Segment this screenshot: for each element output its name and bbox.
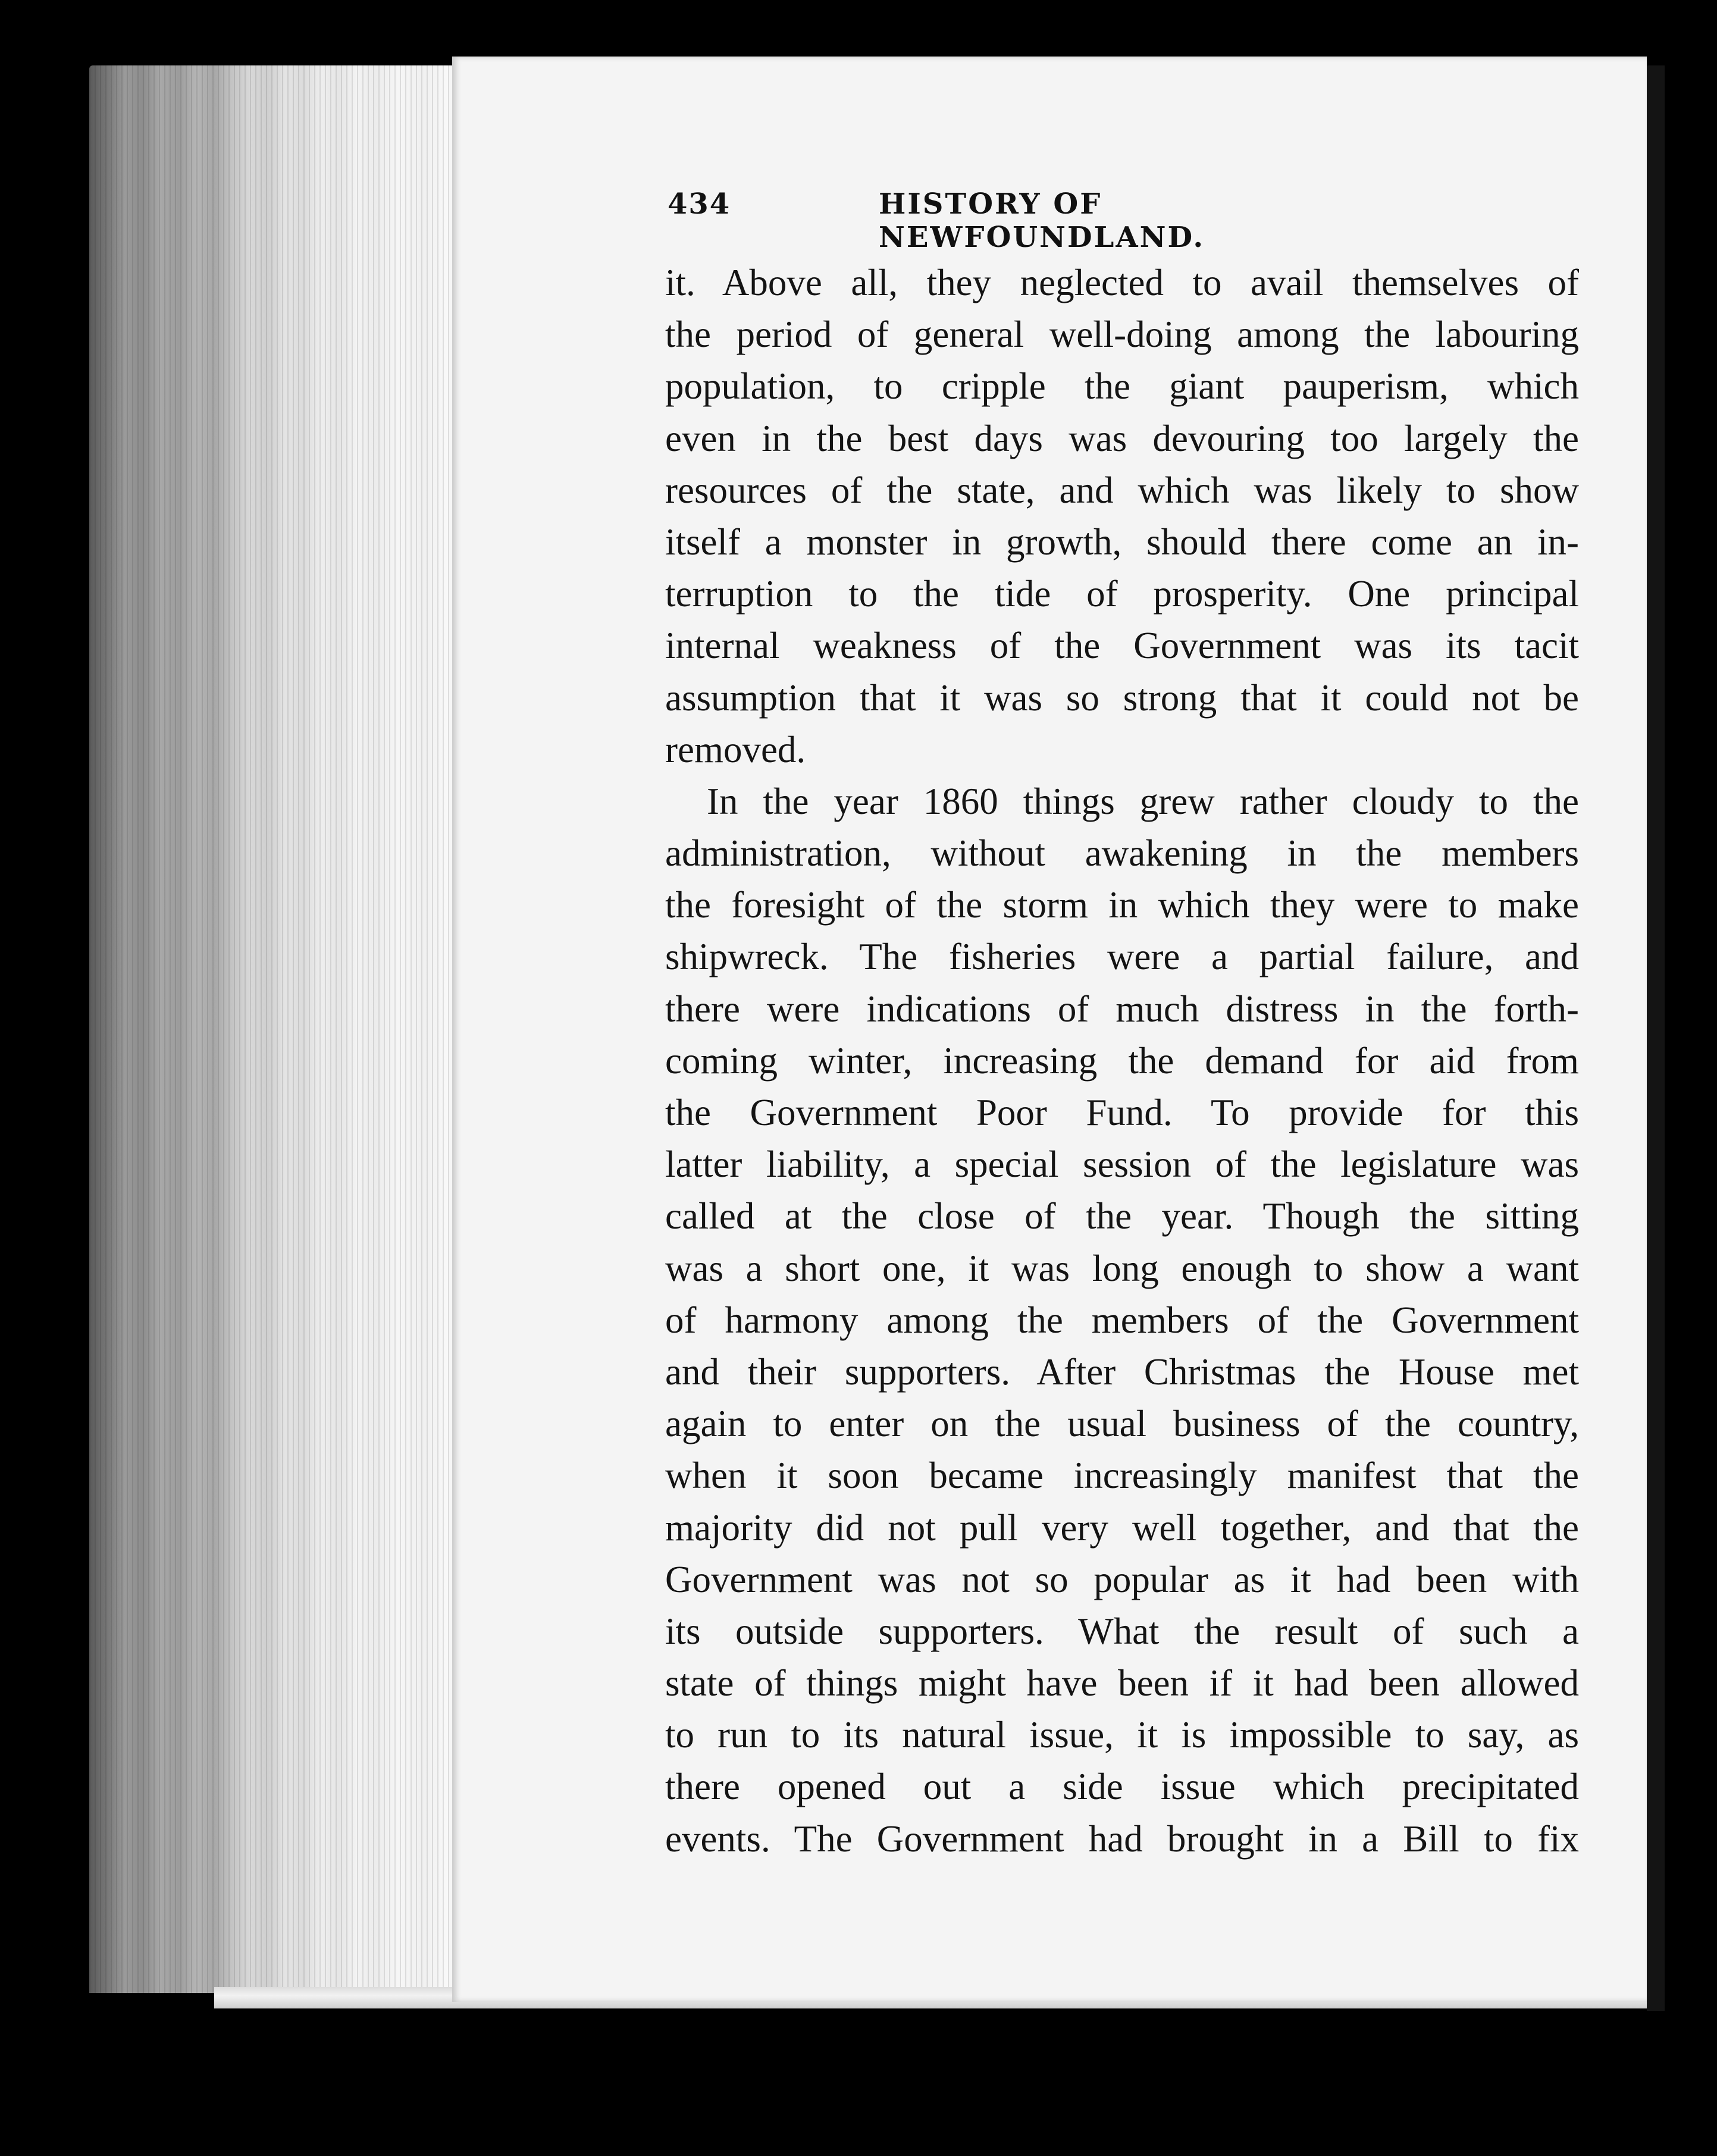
- text-line: the period of general well-doing among the labouring: [665, 314, 1579, 356]
- text-line: population, to cripple the giant pauperism, which: [665, 365, 1579, 408]
- text-line: shipwreck. The fisheries were a partial failure, and: [665, 936, 1579, 978]
- text-line: itself a monster in growth, should there come an in-: [665, 521, 1579, 563]
- page-number: 434: [668, 187, 731, 221]
- text-line: administration, without awakening in the members: [665, 832, 1579, 875]
- page-header: [668, 187, 1364, 254]
- page-edge-lines: [89, 65, 458, 1993]
- text-line: there opened out a side issue which precipitated: [665, 1766, 1579, 1808]
- binding-edge: [1647, 65, 1665, 2011]
- text-line: terruption to the tide of prosperity. One principal: [665, 573, 1579, 615]
- text-line: assumption that it was so strong that it could not be: [665, 676, 1579, 719]
- text-line: its outside supporters. What the result of such a: [665, 1610, 1579, 1652]
- text-line: majority did not pull very well together, and that the: [665, 1506, 1579, 1549]
- text-line: there were indications of much distress in the forth-: [665, 988, 1579, 1030]
- text-line: when it soon became increasingly manifest that the: [665, 1455, 1579, 1497]
- text-line: to run to its natural issue, it is impossible to say, as: [665, 1714, 1579, 1756]
- text-line: of harmony among the members of the Government: [665, 1299, 1579, 1341]
- text-line: was a short one, it was long enough to show a want: [665, 1247, 1579, 1289]
- text-line: called at the close of the year. Though the sitting: [665, 1195, 1579, 1237]
- text-line: the Government Poor Fund. To provide for this: [665, 1092, 1579, 1133]
- text-line: In the year 1860 things grew rather cloudy to the: [707, 780, 1579, 822]
- text-line: it. Above all, they neglected to avail themselves of: [665, 262, 1579, 303]
- running-title: HISTORY OF NEWFOUNDLAND.: [879, 187, 1205, 254]
- text-line: and their supporters. After Christmas the House met: [665, 1350, 1579, 1393]
- text-line: even in the best days was devouring too largely the: [665, 417, 1579, 459]
- text-line: resources of the state, and which was likely to show: [665, 469, 1579, 511]
- text-line: latter liability, a special session of the legislature was: [665, 1143, 1579, 1186]
- body-text: [665, 257, 1579, 1865]
- text-line: events. The Government had brought in a Bill to fix: [665, 1817, 1579, 1860]
- text-line: the foresight of the storm in which they were to make: [665, 884, 1579, 926]
- text-line: coming winter, increasing the demand for aid from: [665, 1039, 1579, 1082]
- text-line: removed.: [665, 728, 806, 770]
- text-line: again to enter on the usual business of the country,: [665, 1403, 1579, 1445]
- text-line: state of things might have been if it had been allowed: [665, 1662, 1579, 1704]
- text-line: Government was not so popular as it had been with: [665, 1558, 1579, 1600]
- text-line: internal weakness of the Government was its tacit: [665, 625, 1579, 667]
